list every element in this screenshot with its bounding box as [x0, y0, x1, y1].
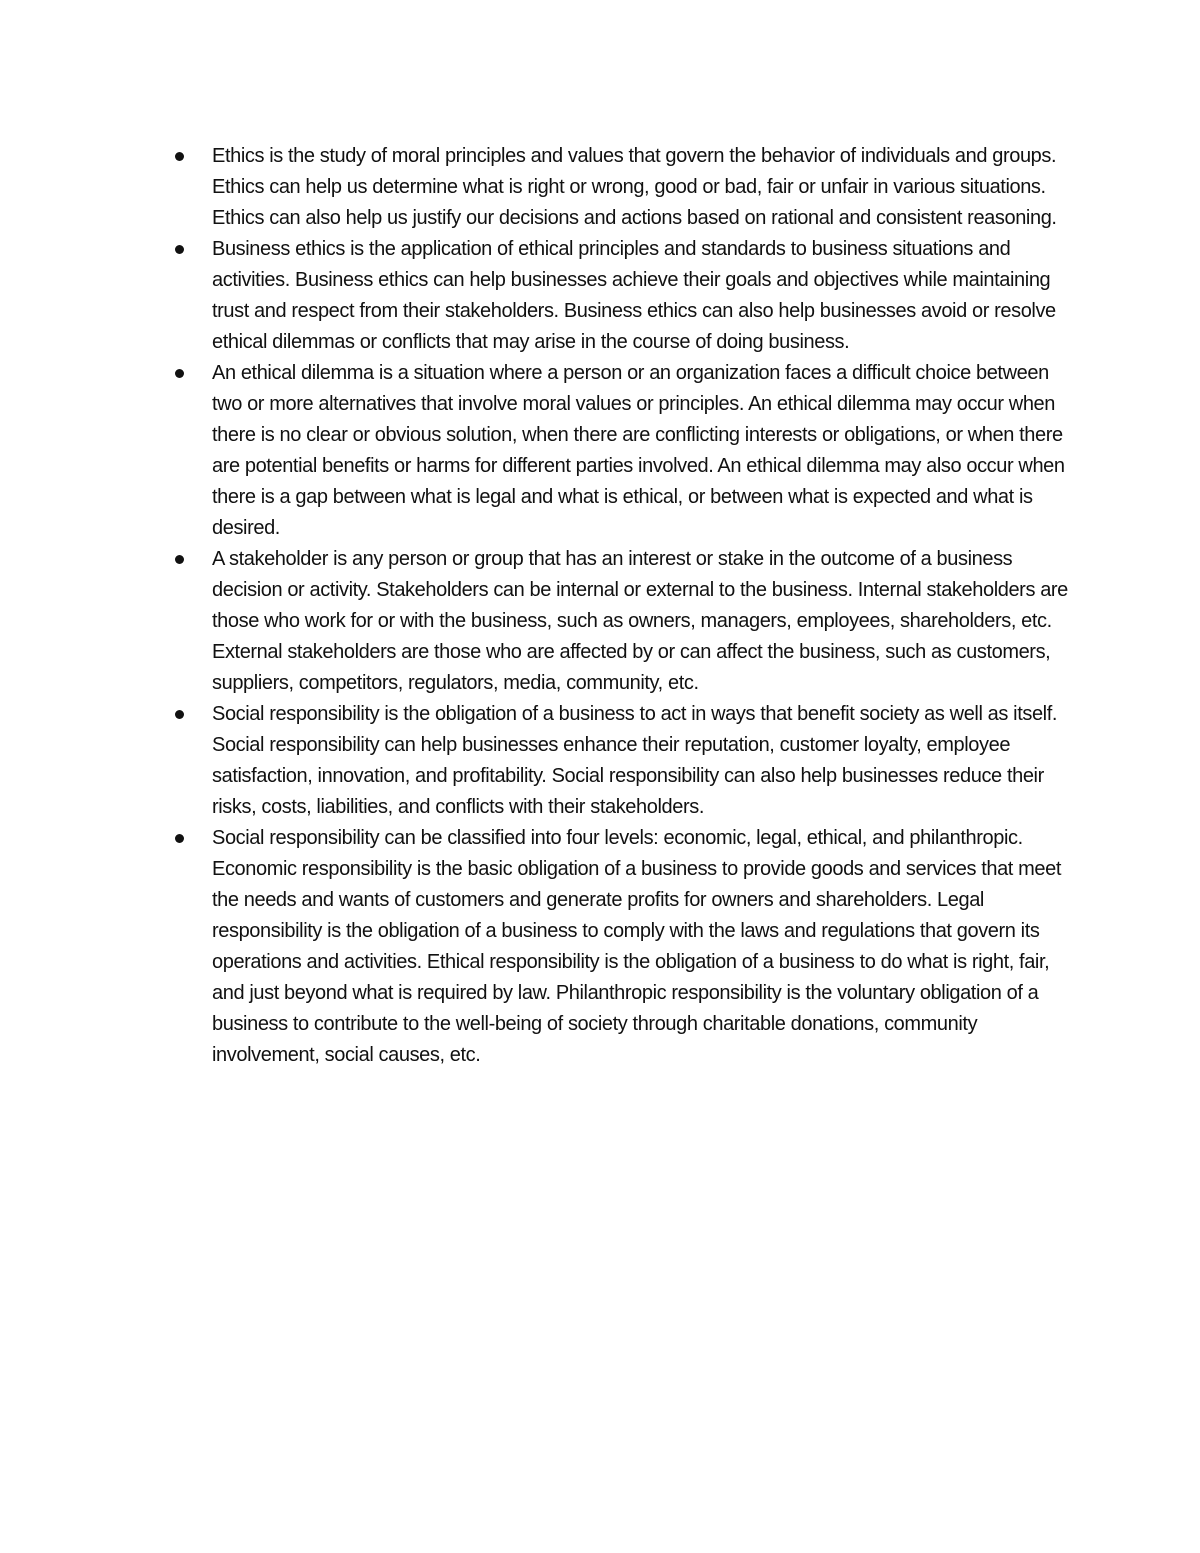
list-item-text: Business ethics is the application of ethical principles and standards to business situations and activities. Business ethics can help businesses achieve their goals and objectives while maintaining trust and respect from their stakeholders. Business ethics can also help businesses avoid or resolve ethical dilemmas or conflicts that may arise in the course of doing business. [212, 238, 1056, 353]
list-item-text: Ethics is the study of moral principles and values that govern the behavior of individuals and groups. Ethics can help us determine what is right or wrong, good or bad, fair or unfair in various situations. Ethics can also help us justify our decisions and actions based on rational and consistent reasoning. [212, 145, 1057, 229]
list-item [172, 141, 1072, 234]
bullet-list [172, 141, 1072, 1071]
list-item-text: An ethical dilemma is a situation where a person or an organization faces a difficult choice between two or more alternatives that involve moral values or principles. An ethical dilemma may occur when there is no clear or obvious solution, when there are conflicting interests or obligations, or when there are potential benefits or harms for different parties involved. An ethical dilemma may also occur when there is a gap between what is legal and what is ethical, or between what is expected and what is desired. [212, 362, 1065, 539]
list-item-text: A stakeholder is any person or group that has an interest or stake in the outcome of a business decision or activity. Stakeholders can be internal or external to the business. Internal stakeholders are those who work for or with the business, such as owners, managers, employees, shareholders, etc. External stakeholders are those who are affected by or can affect the business, such as customers, suppliers, competitors, regulators, media, community, etc. [212, 548, 1068, 694]
bullet-icon [175, 245, 184, 254]
list-item-text: Social responsibility is the obligation of a business to act in ways that benefit society as well as itself. Social responsibility can help businesses enhance their reputation, customer loyalty, employee satisfaction, innovation, and profitability. Social responsibility can also help businesses reduce their risks, costs, liabilities, and conflicts with their stakeholders. [212, 703, 1058, 818]
bullet-icon [175, 369, 184, 378]
list-item [172, 699, 1072, 823]
list-item [172, 234, 1072, 358]
list-item-text: Social responsibility can be classified into four levels: economic, legal, ethical, and philanthropic. Economic responsibility is the basic obligation of a business to provide goods and services that meet the needs and wants of customers and generate profits for owners and shareholders. Legal responsibility is the obligation of a business to comply with the laws and regulations that govern its operations and activities. Ethical responsibility is the obligation of a business to do what is right, fair, and just beyond what is required by law. Philanthropic responsibility is the voluntary obligation of a business to contribute to the well-being of society through charitable donations, community involvement, social causes, etc. [212, 827, 1061, 1066]
list-item [172, 358, 1072, 544]
bullet-icon [175, 152, 184, 161]
list-item [172, 823, 1072, 1071]
bullet-icon [175, 834, 184, 843]
bullet-icon [175, 710, 184, 719]
bullet-icon [175, 555, 184, 564]
list-item [172, 544, 1072, 699]
